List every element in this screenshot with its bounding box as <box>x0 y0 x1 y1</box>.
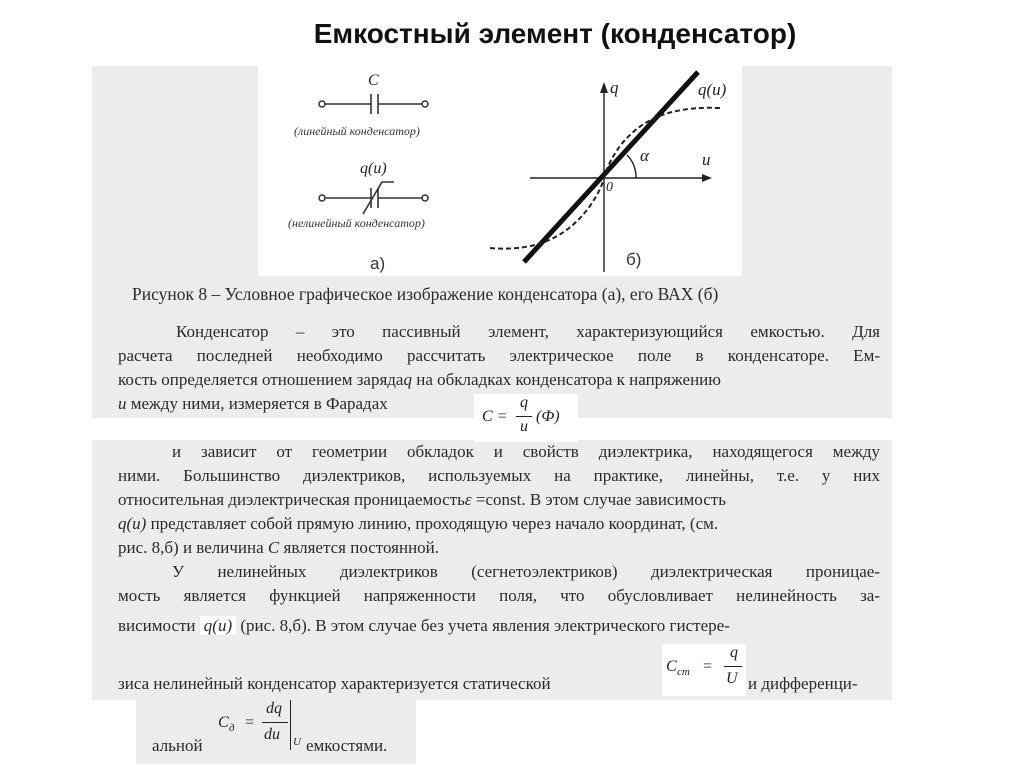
paragraph-2-line-1: и зависит от геометрии обкладок и свойств диэлектрика, находящегося между <box>172 442 880 461</box>
figure-a-label: а) <box>370 254 386 273</box>
terminal-right-icon <box>422 101 428 107</box>
text-segment: рис. 8,б) и величина <box>118 538 268 557</box>
figure-b-label: б) <box>626 250 642 269</box>
variable-q-of-u: q(u) <box>200 616 236 635</box>
paragraph-2-line-5 <box>118 536 439 560</box>
q-axis-arrow-icon <box>600 82 608 93</box>
text-segment: представляет собой прямую линию, проходящую через начало координат, (см. <box>146 514 719 533</box>
paragraph-2-line-3 <box>118 488 880 512</box>
variable-u: u <box>118 394 127 413</box>
formula-equals: = <box>702 658 713 675</box>
variable-c: C <box>267 538 280 557</box>
text-segment: относительная диэлектрическая проницаемость <box>118 490 465 509</box>
formula-denominator: u <box>520 418 528 435</box>
paragraph-3-line-4b: и дифференци- <box>748 674 858 693</box>
formula-differential-capacitance <box>216 700 306 756</box>
formula-numerator: q <box>520 394 528 411</box>
evaluation-bar <box>290 700 291 750</box>
paragraph-2-line-4 <box>118 512 880 536</box>
text-segment: висимости <box>118 616 196 635</box>
paragraph-1-line-1: Конденсатор – это пассивный элемент, характеризующийся емкостью. Для <box>176 322 880 341</box>
curve-label: q(u) <box>698 80 727 99</box>
text-segment: кость определяется отношением заряда <box>118 370 404 389</box>
angle-arc <box>627 155 636 178</box>
variable-q: q <box>403 370 412 389</box>
formula-unit: (Ф) <box>536 408 560 425</box>
formula-static-capacitance <box>662 644 746 696</box>
variable-epsilon: ε <box>464 490 472 509</box>
u-axis-arrow-icon <box>702 174 712 182</box>
formula-subscript: д <box>229 722 235 734</box>
text-segment: =const. В этом случае зависимость <box>471 490 726 509</box>
formula-lhs: C <box>218 714 229 731</box>
text-segment: между ними, измеряется в Фарадах <box>126 394 388 413</box>
q-axis-label: q <box>610 78 619 97</box>
nonlinear-capacitor-symbol: q(u) <box>360 160 387 177</box>
u-axis-label: u <box>702 150 711 169</box>
paragraph-1-line-2: расчета последней необходимо рассчитать электрическое поле в конденсаторе. Ем- <box>118 346 880 365</box>
paragraph-1-line-4 <box>118 392 388 416</box>
paragraph-3-line-4a: зиса нелинейный конденсатор характеризуется статической <box>118 674 551 693</box>
formula-numerator: q <box>730 644 738 661</box>
text-segment: (рис. 8,б). В этом случае без учета явления электрического гистере- <box>236 616 730 635</box>
figure-caption: Рисунок 8 – Условное графическое изображение конденсатора (а), его ВАХ (б) <box>132 284 719 304</box>
formula-denominator: du <box>264 726 280 743</box>
paragraph-3-line-3 <box>118 614 880 638</box>
figure-a <box>258 66 486 276</box>
text-segment: является постоянной. <box>279 538 440 557</box>
terminal-left-icon <box>319 101 325 107</box>
paragraph-2-line-2: ними. Большинство диэлектриков, используемых на практике, линейны, т.е. у них <box>118 466 880 485</box>
variable-q-of-u: q(u) <box>118 514 147 533</box>
paragraph-3-line-5b: емкостями. <box>306 736 388 755</box>
text-segment: на обкладках конденсатора к напряжению <box>411 370 721 389</box>
formula-lhs: C = <box>482 408 508 425</box>
slide-title: Емкостный элемент (конденсатор) <box>313 18 797 49</box>
paragraph-3-line-2: мость является функцией напряженности поля, что обусловливает нелинейность за- <box>118 586 880 605</box>
formula-equals: = <box>244 714 255 731</box>
formula-subscript: ст <box>677 666 690 678</box>
paragraph-3-line-5a: альной <box>152 736 203 755</box>
paragraph-3-line-1: У нелинейных диэлектриков (сегнетоэлектриков) диэлектрическая проницае- <box>172 562 880 581</box>
formula-eval-subscript: U <box>293 736 301 748</box>
origin-label: 0 <box>606 180 613 195</box>
linear-capacitor-symbol: C <box>368 72 379 89</box>
formula-denominator: U <box>726 670 738 687</box>
formula-lhs: C <box>666 658 677 675</box>
figure-b <box>486 66 742 276</box>
nonlinear-capacitor-caption: (нелинейный конденсатор) <box>288 216 425 230</box>
paragraph-1-line-3 <box>118 368 880 392</box>
formula-capacitance <box>474 394 578 442</box>
linear-characteristic-line <box>524 72 698 262</box>
formula-numerator: dq <box>266 700 282 717</box>
linear-capacitor-caption: (линейный конденсатор) <box>294 124 420 138</box>
angle-alpha-label: α <box>640 146 649 165</box>
